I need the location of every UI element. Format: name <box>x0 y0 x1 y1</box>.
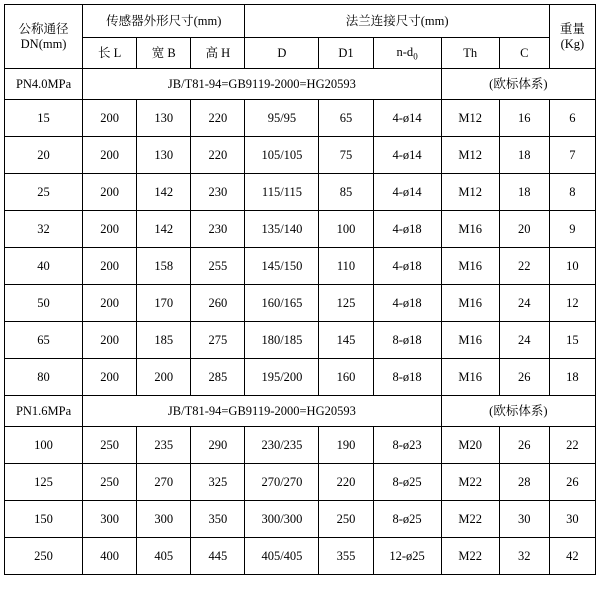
cell-b: 405 <box>137 538 191 575</box>
section-pressure: PN4.0MPa <box>5 69 83 100</box>
cell-dn: 100 <box>5 427 83 464</box>
cell-nd: 8-ø18 <box>373 359 441 396</box>
cell-c: 28 <box>499 464 549 501</box>
cell-l: 250 <box>83 427 137 464</box>
header-length: 长 L <box>83 38 137 69</box>
cell-c: 18 <box>499 137 549 174</box>
section-standard: JB/T81-94=GB9119-2000=HG20593 <box>83 69 442 100</box>
cell-c: 24 <box>499 322 549 359</box>
cell-nd: 12-ø25 <box>373 538 441 575</box>
section-standard: JB/T81-94=GB9119-2000=HG20593 <box>83 396 442 427</box>
cell-d1: 250 <box>319 501 373 538</box>
cell-l: 300 <box>83 501 137 538</box>
header-height: 高 H <box>191 38 245 69</box>
specification-table <box>4 4 596 575</box>
cell-kg: 18 <box>549 359 595 396</box>
cell-c: 16 <box>499 100 549 137</box>
header-d1: D1 <box>319 38 373 69</box>
cell-h: 350 <box>191 501 245 538</box>
cell-th: M22 <box>441 464 499 501</box>
cell-nd: 8-ø25 <box>373 501 441 538</box>
cell-d1: 75 <box>319 137 373 174</box>
cell-d1: 220 <box>319 464 373 501</box>
cell-kg: 15 <box>549 322 595 359</box>
header-th: Th <box>441 38 499 69</box>
cell-l: 200 <box>83 211 137 248</box>
cell-d: 95/95 <box>245 100 319 137</box>
cell-kg: 12 <box>549 285 595 322</box>
cell-c: 26 <box>499 427 549 464</box>
table-row <box>5 211 596 248</box>
table-row <box>5 501 596 538</box>
header-weight-line2: (Kg) <box>560 36 585 51</box>
cell-dn: 50 <box>5 285 83 322</box>
header-weight-line1: 重量 <box>559 22 585 37</box>
header-n-d0-subscript: 0 <box>413 51 418 62</box>
table-row <box>5 248 596 285</box>
cell-kg: 8 <box>549 174 595 211</box>
cell-d1: 125 <box>319 285 373 322</box>
cell-d: 405/405 <box>245 538 319 575</box>
cell-th: M22 <box>441 501 499 538</box>
cell-kg: 6 <box>549 100 595 137</box>
cell-h: 290 <box>191 427 245 464</box>
header-nominal-diameter-line2: DN(mm) <box>20 36 67 51</box>
cell-d: 115/115 <box>245 174 319 211</box>
cell-d1: 160 <box>319 359 373 396</box>
cell-nd: 4-ø18 <box>373 211 441 248</box>
table-row <box>5 464 596 501</box>
cell-d1: 85 <box>319 174 373 211</box>
cell-h: 285 <box>191 359 245 396</box>
cell-d: 195/200 <box>245 359 319 396</box>
cell-c: 22 <box>499 248 549 285</box>
cell-b: 270 <box>137 464 191 501</box>
cell-nd: 4-ø14 <box>373 100 441 137</box>
cell-th: M12 <box>441 174 499 211</box>
cell-c: 26 <box>499 359 549 396</box>
cell-d1: 65 <box>319 100 373 137</box>
cell-l: 250 <box>83 464 137 501</box>
cell-h: 220 <box>191 100 245 137</box>
cell-nd: 4-ø18 <box>373 248 441 285</box>
cell-th: M16 <box>441 285 499 322</box>
cell-c: 18 <box>499 174 549 211</box>
section-pressure: PN1.6MPa <box>5 396 83 427</box>
cell-d1: 110 <box>319 248 373 285</box>
cell-kg: 7 <box>549 137 595 174</box>
cell-c: 20 <box>499 211 549 248</box>
cell-th: M16 <box>441 248 499 285</box>
cell-d1: 190 <box>319 427 373 464</box>
cell-c: 32 <box>499 538 549 575</box>
header-c: C <box>499 38 549 69</box>
cell-dn: 20 <box>5 137 83 174</box>
cell-th: M22 <box>441 538 499 575</box>
cell-d: 135/140 <box>245 211 319 248</box>
cell-kg: 26 <box>549 464 595 501</box>
cell-b: 142 <box>137 174 191 211</box>
cell-kg: 10 <box>549 248 595 285</box>
cell-dn: 40 <box>5 248 83 285</box>
cell-dn: 80 <box>5 359 83 396</box>
cell-h: 230 <box>191 174 245 211</box>
cell-l: 400 <box>83 538 137 575</box>
cell-dn: 250 <box>5 538 83 575</box>
cell-h: 255 <box>191 248 245 285</box>
cell-kg: 22 <box>549 427 595 464</box>
cell-b: 170 <box>137 285 191 322</box>
table-row <box>5 137 596 174</box>
cell-th: M12 <box>441 100 499 137</box>
cell-d: 145/150 <box>245 248 319 285</box>
cell-l: 200 <box>83 359 137 396</box>
cell-dn: 32 <box>5 211 83 248</box>
cell-d: 105/105 <box>245 137 319 174</box>
cell-l: 200 <box>83 137 137 174</box>
cell-dn: 65 <box>5 322 83 359</box>
header-row-columns <box>5 38 596 69</box>
cell-h: 260 <box>191 285 245 322</box>
cell-kg: 30 <box>549 501 595 538</box>
cell-h: 230 <box>191 211 245 248</box>
table-row <box>5 359 596 396</box>
cell-d: 180/185 <box>245 322 319 359</box>
cell-th: M16 <box>441 322 499 359</box>
cell-nd: 4-ø18 <box>373 285 441 322</box>
cell-b: 185 <box>137 322 191 359</box>
cell-kg: 42 <box>549 538 595 575</box>
cell-nd: 4-ø14 <box>373 137 441 174</box>
section-note: (欧标体系) <box>441 396 595 427</box>
cell-b: 142 <box>137 211 191 248</box>
cell-l: 200 <box>83 322 137 359</box>
cell-l: 200 <box>83 100 137 137</box>
cell-h: 445 <box>191 538 245 575</box>
cell-d1: 355 <box>319 538 373 575</box>
header-group-sensor: 传感器外形尺寸(mm) <box>83 5 245 38</box>
cell-h: 220 <box>191 137 245 174</box>
cell-nd: 8-ø25 <box>373 464 441 501</box>
cell-nd: 8-ø18 <box>373 322 441 359</box>
cell-b: 300 <box>137 501 191 538</box>
cell-d1: 100 <box>319 211 373 248</box>
table-row <box>5 538 596 575</box>
section-note-row <box>5 69 596 100</box>
cell-dn: 125 <box>5 464 83 501</box>
cell-d: 300/300 <box>245 501 319 538</box>
header-nominal-diameter <box>5 5 83 69</box>
cell-d: 270/270 <box>245 464 319 501</box>
cell-d: 230/235 <box>245 427 319 464</box>
header-weight <box>549 5 595 69</box>
cell-th: M20 <box>441 427 499 464</box>
table-row <box>5 285 596 322</box>
cell-b: 235 <box>137 427 191 464</box>
cell-nd: 4-ø14 <box>373 174 441 211</box>
section-note: (欧标体系) <box>441 69 595 100</box>
cell-l: 200 <box>83 285 137 322</box>
table-row <box>5 100 596 137</box>
cell-b: 130 <box>137 100 191 137</box>
cell-nd: 8-ø23 <box>373 427 441 464</box>
cell-b: 158 <box>137 248 191 285</box>
cell-l: 200 <box>83 174 137 211</box>
table-body <box>5 69 596 575</box>
table-row <box>5 174 596 211</box>
header-nominal-diameter-line1: 公称通径 <box>18 22 69 37</box>
cell-h: 325 <box>191 464 245 501</box>
cell-l: 200 <box>83 248 137 285</box>
header-width: 宽 B <box>137 38 191 69</box>
cell-kg: 9 <box>549 211 595 248</box>
cell-h: 275 <box>191 322 245 359</box>
cell-th: M16 <box>441 359 499 396</box>
cell-d1: 145 <box>319 322 373 359</box>
header-group-flange: 法兰连接尺寸(mm) <box>245 5 549 38</box>
cell-d: 160/165 <box>245 285 319 322</box>
cell-b: 130 <box>137 137 191 174</box>
header-row-groups <box>5 5 596 38</box>
cell-dn: 150 <box>5 501 83 538</box>
cell-c: 30 <box>499 501 549 538</box>
table-row <box>5 322 596 359</box>
cell-c: 24 <box>499 285 549 322</box>
cell-dn: 25 <box>5 174 83 211</box>
cell-th: M16 <box>441 211 499 248</box>
cell-th: M12 <box>441 137 499 174</box>
section-note-row <box>5 396 596 427</box>
cell-dn: 15 <box>5 100 83 137</box>
cell-b: 200 <box>137 359 191 396</box>
header-d: D <box>245 38 319 69</box>
header-n-d0-text: n-d <box>396 44 414 59</box>
table-row <box>5 427 596 464</box>
header-n-d0 <box>373 38 441 69</box>
